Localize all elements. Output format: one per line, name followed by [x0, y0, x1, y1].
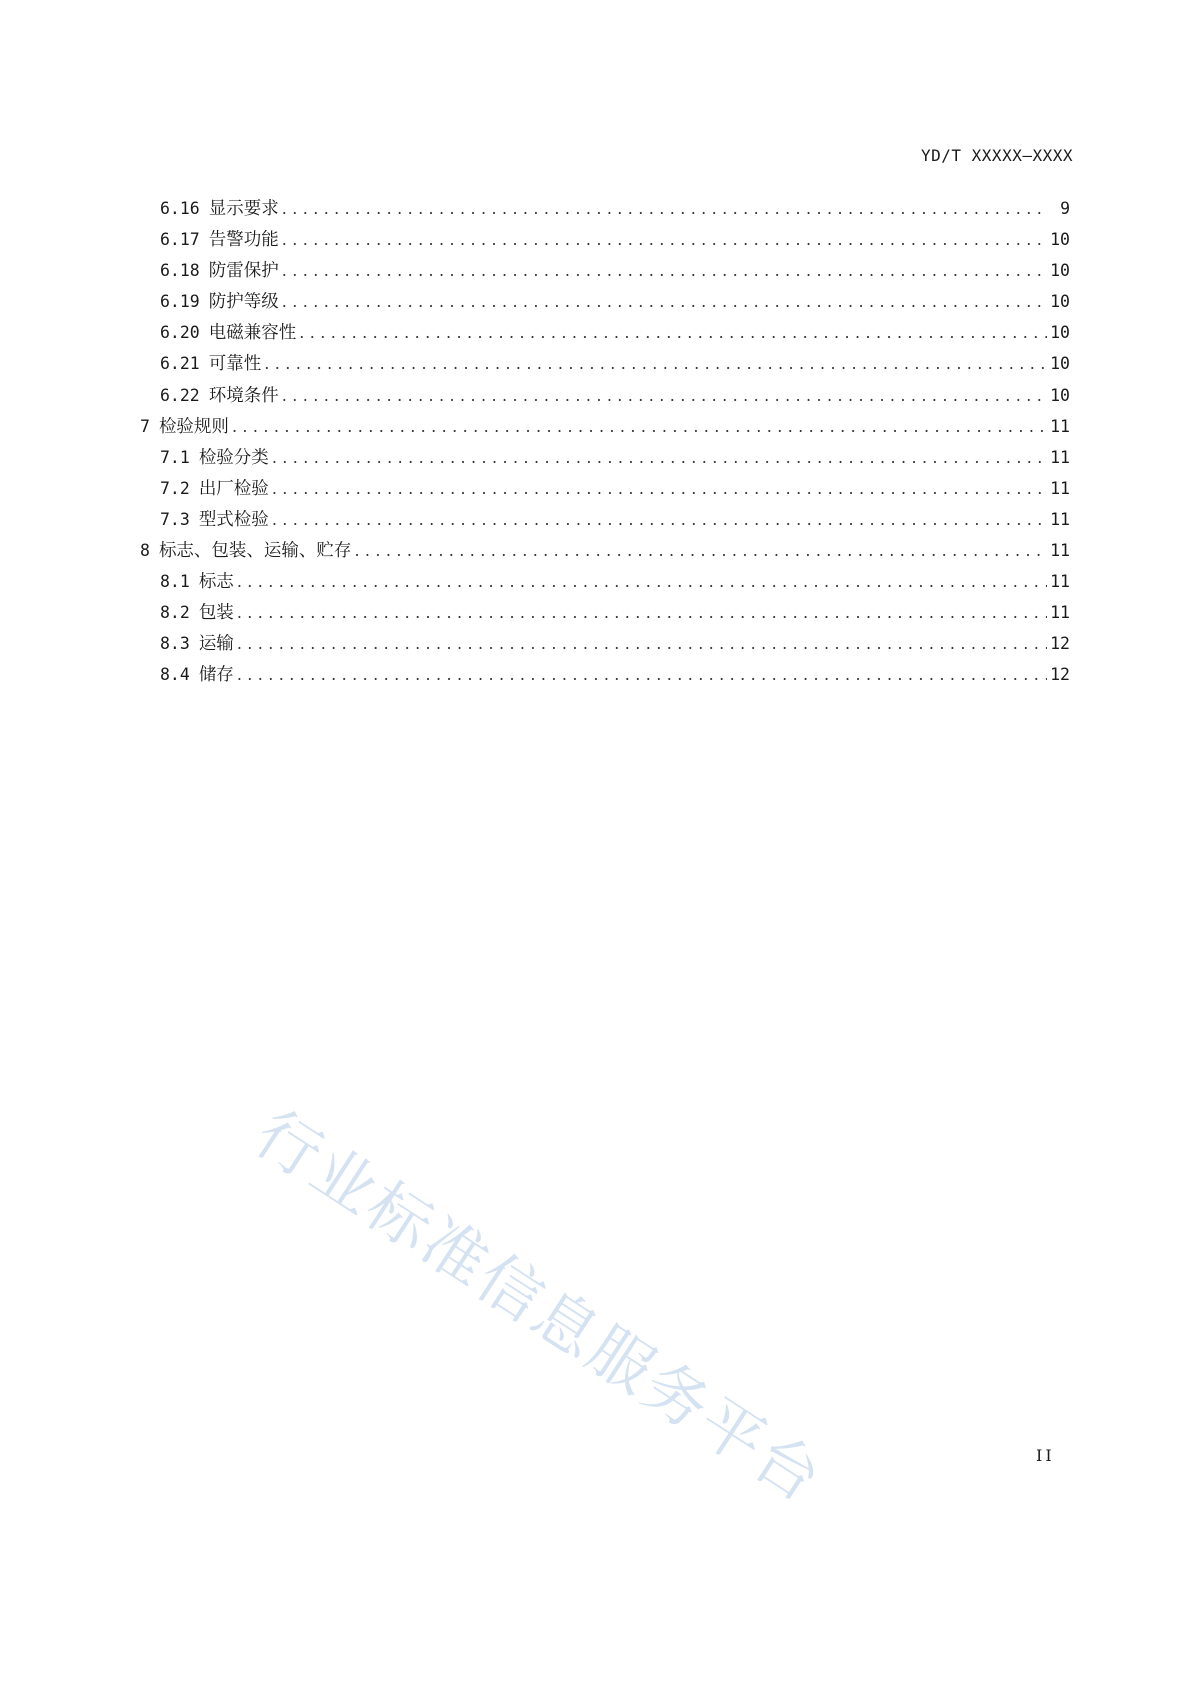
toc-entry-page: 12	[1050, 665, 1070, 685]
toc-entry-page: 9	[1060, 199, 1070, 218]
toc-entry-page: 10	[1050, 261, 1070, 281]
table-of-contents	[140, 193, 1070, 691]
toc-entry[interactable]	[140, 597, 1070, 628]
toc-entry[interactable]	[140, 317, 1070, 348]
toc-entry[interactable]	[140, 348, 1070, 379]
dot-leader	[282, 193, 1047, 224]
toc-entry-page: 11	[1050, 603, 1070, 623]
watermark: 行业标准信息服务平台	[242, 1096, 836, 1518]
toc-entry-number: 6.16	[160, 199, 200, 218]
toc-entry-number: 6.20	[160, 323, 200, 343]
toc-entry[interactable]	[140, 380, 1070, 411]
toc-entry[interactable]	[140, 566, 1070, 597]
toc-entry-number: 6.19	[160, 292, 200, 312]
toc-entry-page: 11	[1050, 509, 1070, 529]
toc-entry[interactable]	[140, 442, 1070, 473]
document-number: YD/T XXXXX—XXXX	[921, 146, 1073, 165]
toc-entry-number: 8.3	[160, 634, 190, 654]
toc-entry-title: 显示要求	[208, 199, 279, 219]
dot-leader	[282, 224, 1047, 255]
toc-entry-number: 7.3	[160, 509, 190, 529]
toc-entry[interactable]	[140, 659, 1070, 690]
toc-entry-title: 型式检验	[198, 509, 269, 530]
dot-leader	[272, 473, 1047, 504]
toc-entry-number: 8.2	[160, 603, 190, 623]
toc-entry-number: 7.2	[160, 478, 190, 498]
dot-leader	[282, 255, 1047, 286]
toc-entry-title: 检验分类	[198, 447, 269, 468]
toc-entry-page: 10	[1050, 354, 1070, 374]
toc-entry[interactable]	[140, 628, 1070, 659]
toc-entry-number: 8	[140, 541, 150, 561]
dot-leader	[299, 317, 1047, 348]
dot-leader	[354, 535, 1047, 566]
toc-entry[interactable]	[140, 535, 1070, 566]
dot-leader	[272, 442, 1047, 473]
dot-leader	[237, 628, 1047, 659]
toc-entry-title: 可靠性	[208, 354, 262, 375]
toc-entry-title: 告警功能	[208, 230, 279, 251]
toc-entry-number: 6.17	[160, 230, 200, 250]
toc-entry-page: 11	[1050, 447, 1070, 467]
toc-entry-number: 8.4	[160, 665, 190, 685]
dot-leader	[237, 597, 1047, 628]
toc-entry-page: 11	[1050, 416, 1070, 436]
toc-entry-number: 6.18	[160, 261, 200, 281]
toc-entry-number: 8.1	[160, 572, 190, 592]
toc-entry[interactable]	[140, 255, 1070, 286]
toc-entry-title: 储存	[198, 665, 234, 686]
toc-entry-title: 防护等级	[208, 292, 279, 313]
toc-entry-title: 出厂检验	[198, 478, 269, 499]
toc-entry-page: 10	[1050, 230, 1070, 250]
dot-leader	[272, 504, 1047, 535]
toc-entry-title: 环境条件	[208, 385, 279, 406]
toc-entry-page: 12	[1050, 634, 1070, 654]
toc-entry-title: 运输	[198, 634, 234, 655]
dot-leader	[282, 380, 1047, 411]
toc-entry-page: 11	[1050, 541, 1070, 561]
toc-entry[interactable]	[140, 193, 1070, 224]
toc-entry-number: 6.22	[160, 385, 200, 405]
toc-entry-number: 7	[140, 416, 150, 436]
toc-entry-title: 标志、包装、运输、贮存	[158, 541, 352, 562]
toc-entry[interactable]	[140, 224, 1070, 255]
dot-leader	[264, 348, 1047, 379]
toc-entry-number: 7.1	[160, 447, 190, 467]
toc-entry[interactable]	[140, 504, 1070, 535]
toc-entry-page: 11	[1050, 572, 1070, 592]
toc-entry-title: 电磁兼容性	[208, 323, 297, 344]
toc-entry-title: 标志	[198, 572, 234, 593]
toc-entry-number: 6.21	[160, 354, 200, 374]
dot-leader	[282, 286, 1047, 317]
toc-entry-page: 10	[1050, 323, 1070, 343]
toc-entry-title: 检验规则	[158, 416, 229, 437]
dot-leader	[237, 659, 1047, 690]
page-number: II	[1036, 1446, 1055, 1465]
toc-entry[interactable]	[140, 473, 1070, 504]
toc-entry[interactable]	[140, 286, 1070, 317]
toc-entry-page: 10	[1050, 385, 1070, 405]
dot-leader	[237, 566, 1047, 597]
dot-leader	[232, 411, 1047, 442]
toc-entry-title: 防雷保护	[208, 261, 279, 282]
toc-entry[interactable]	[140, 411, 1070, 442]
toc-entry-page: 11	[1050, 478, 1070, 498]
toc-entry-page: 10	[1050, 292, 1070, 312]
toc-entry-title: 包装	[198, 603, 234, 624]
